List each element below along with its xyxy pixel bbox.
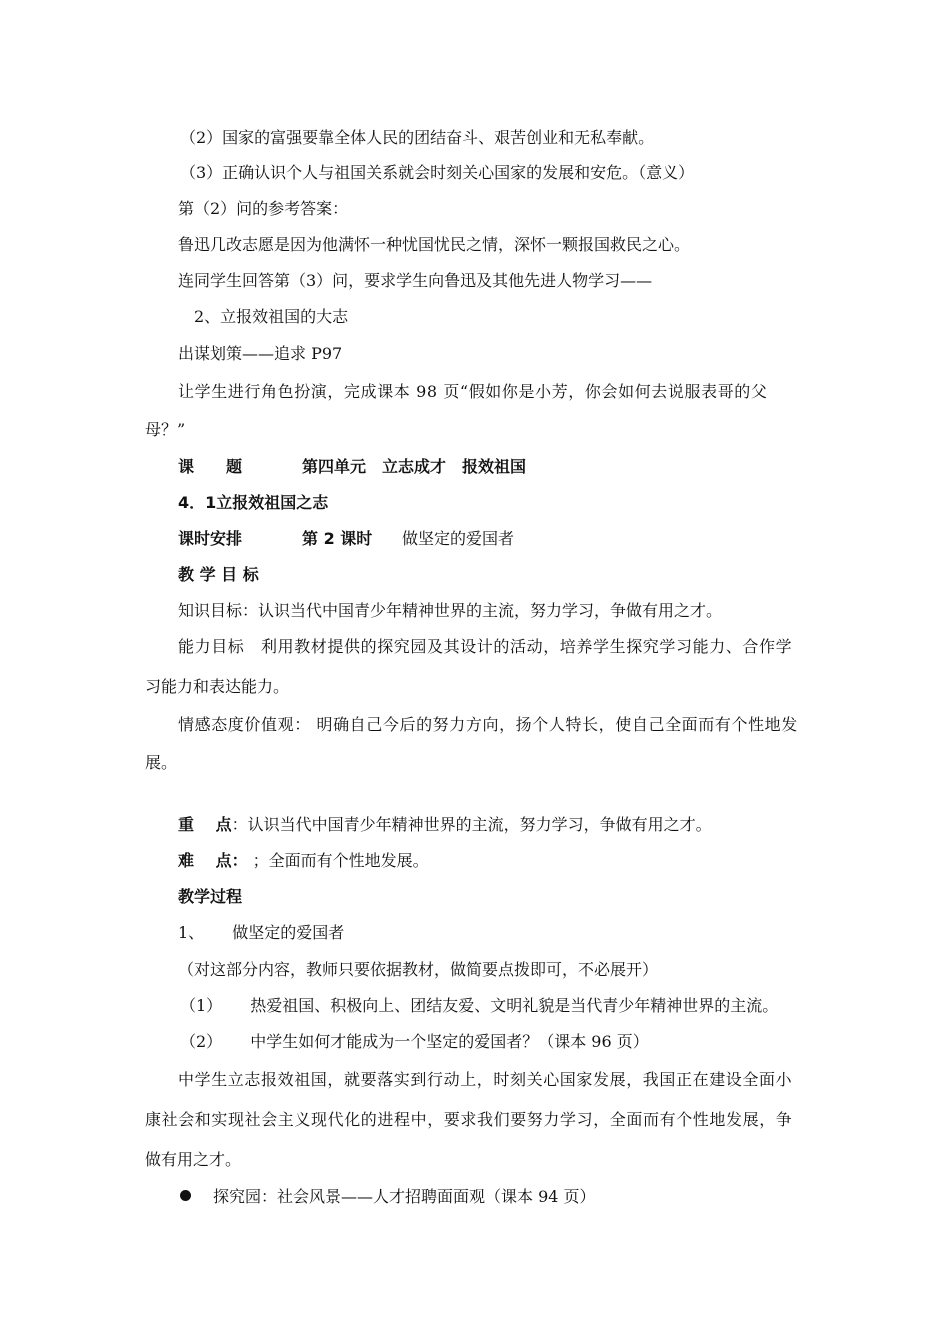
text-line-plan: 出谋划策——追求 P97 bbox=[178, 344, 343, 363]
process-item-1-text: 做坚定的爱国者 bbox=[232, 923, 345, 942]
explore-text: 探究园：社会风景——人才招聘面面观（课本 94 页） bbox=[213, 1187, 596, 1206]
text-line-roleplay-cont: 母？” bbox=[145, 420, 186, 439]
attitude-goal: 情感态度价值观： 明确自己今后的努力方向，扬个人特长，使自己全面而有个性地发 bbox=[178, 715, 798, 734]
ability-goal: 能力目标 利用教材提供的探究园及其设计的活动，培养学生探究学习能力、合作学 bbox=[178, 637, 793, 656]
knowledge-goal: 知识目标：认识当代中国青少年精神世界的主流，努力学习，争做有用之才。 bbox=[178, 601, 723, 620]
bullet-icon bbox=[180, 1190, 191, 1201]
key-point-text: ：认识当代中国青少年精神世界的主流，努力学习，争做有用之才。 bbox=[231, 815, 712, 834]
text-line-answer-label: 第（2）问的参考答案： bbox=[178, 199, 349, 218]
text-line-roleplay: 让学生进行角色扮演，完成课本 98 页“假如你是小芳，你会如何去说服表哥的父 bbox=[178, 382, 768, 401]
difficult-point-text: ；全面而有个性地发展。 bbox=[247, 851, 429, 870]
difficult-point-label: 难 点： bbox=[178, 851, 248, 870]
point-1-text: 热爱祖国、积极向上、团结友爱、文明礼貌是当代青少年精神世界的主流。 bbox=[250, 996, 779, 1015]
goals-heading: 教 学 目 标 bbox=[178, 565, 259, 584]
point-2-number: （2） bbox=[180, 1032, 223, 1051]
lesson-title: 做坚定的爱国者 bbox=[402, 529, 515, 548]
explore-item bbox=[180, 1187, 596, 1207]
paragraph-line-2: 康社会和实现社会主义现代化的进程中，要求我们要努力学习，全面而有个性地发展，争 bbox=[145, 1110, 793, 1129]
text-line-ambition: 2、立报效祖国的大志 bbox=[194, 307, 349, 326]
text-line-luxun: 鲁迅几改志愿是因为他满怀一种忧国忧民之情，深怀一颗报国救民之心。 bbox=[178, 235, 691, 254]
point-2 bbox=[180, 1032, 649, 1052]
text-line-national-strength: （2）国家的富强要靠全体人民的团结奋斗、艰苦创业和无私奉献。 bbox=[180, 128, 655, 147]
paragraph-line-3: 做有用之才。 bbox=[145, 1150, 242, 1169]
process-item-1 bbox=[178, 923, 344, 943]
key-point-label: 重 点 bbox=[178, 815, 232, 834]
text-line-correct-understanding: （3）正确认识个人与祖国关系就会时刻关心国家的发展和安危。（意义） bbox=[180, 163, 695, 182]
key-point bbox=[178, 815, 712, 835]
difficult-point bbox=[178, 851, 429, 871]
schedule-label: 课时安排 bbox=[178, 529, 243, 548]
period-label: 第 2 课时 bbox=[302, 529, 373, 548]
point-1 bbox=[180, 996, 778, 1016]
text-line-learn: 连同学生回答第（3）问，要求学生向鲁迅及其他先进人物学习—— bbox=[178, 271, 653, 290]
unit-title: 第四单元 立志成才 报效祖国 bbox=[302, 457, 527, 476]
point-1-number: （1） bbox=[180, 996, 223, 1015]
point-2-text: 中学生如何才能成为一个坚定的爱国者？（课本 96 页） bbox=[250, 1032, 649, 1051]
process-item-1-number: 1、 bbox=[178, 923, 205, 942]
teacher-note: （对这部分内容，教师只要依据教材，做简要点拨即可，不必展开） bbox=[178, 960, 659, 979]
ability-goal-cont: 习能力和表达能力。 bbox=[145, 677, 290, 696]
paragraph-line-1: 中学生立志报效祖国，就要落实到行动上，时刻关心国家发展，我国正在建设全面小 bbox=[178, 1070, 793, 1089]
section-title: 4．1立报效祖国之志 bbox=[178, 493, 329, 512]
attitude-goal-cont: 展。 bbox=[145, 753, 178, 772]
process-heading: 教学过程 bbox=[178, 887, 243, 906]
topic-label: 课 题 bbox=[178, 457, 243, 476]
